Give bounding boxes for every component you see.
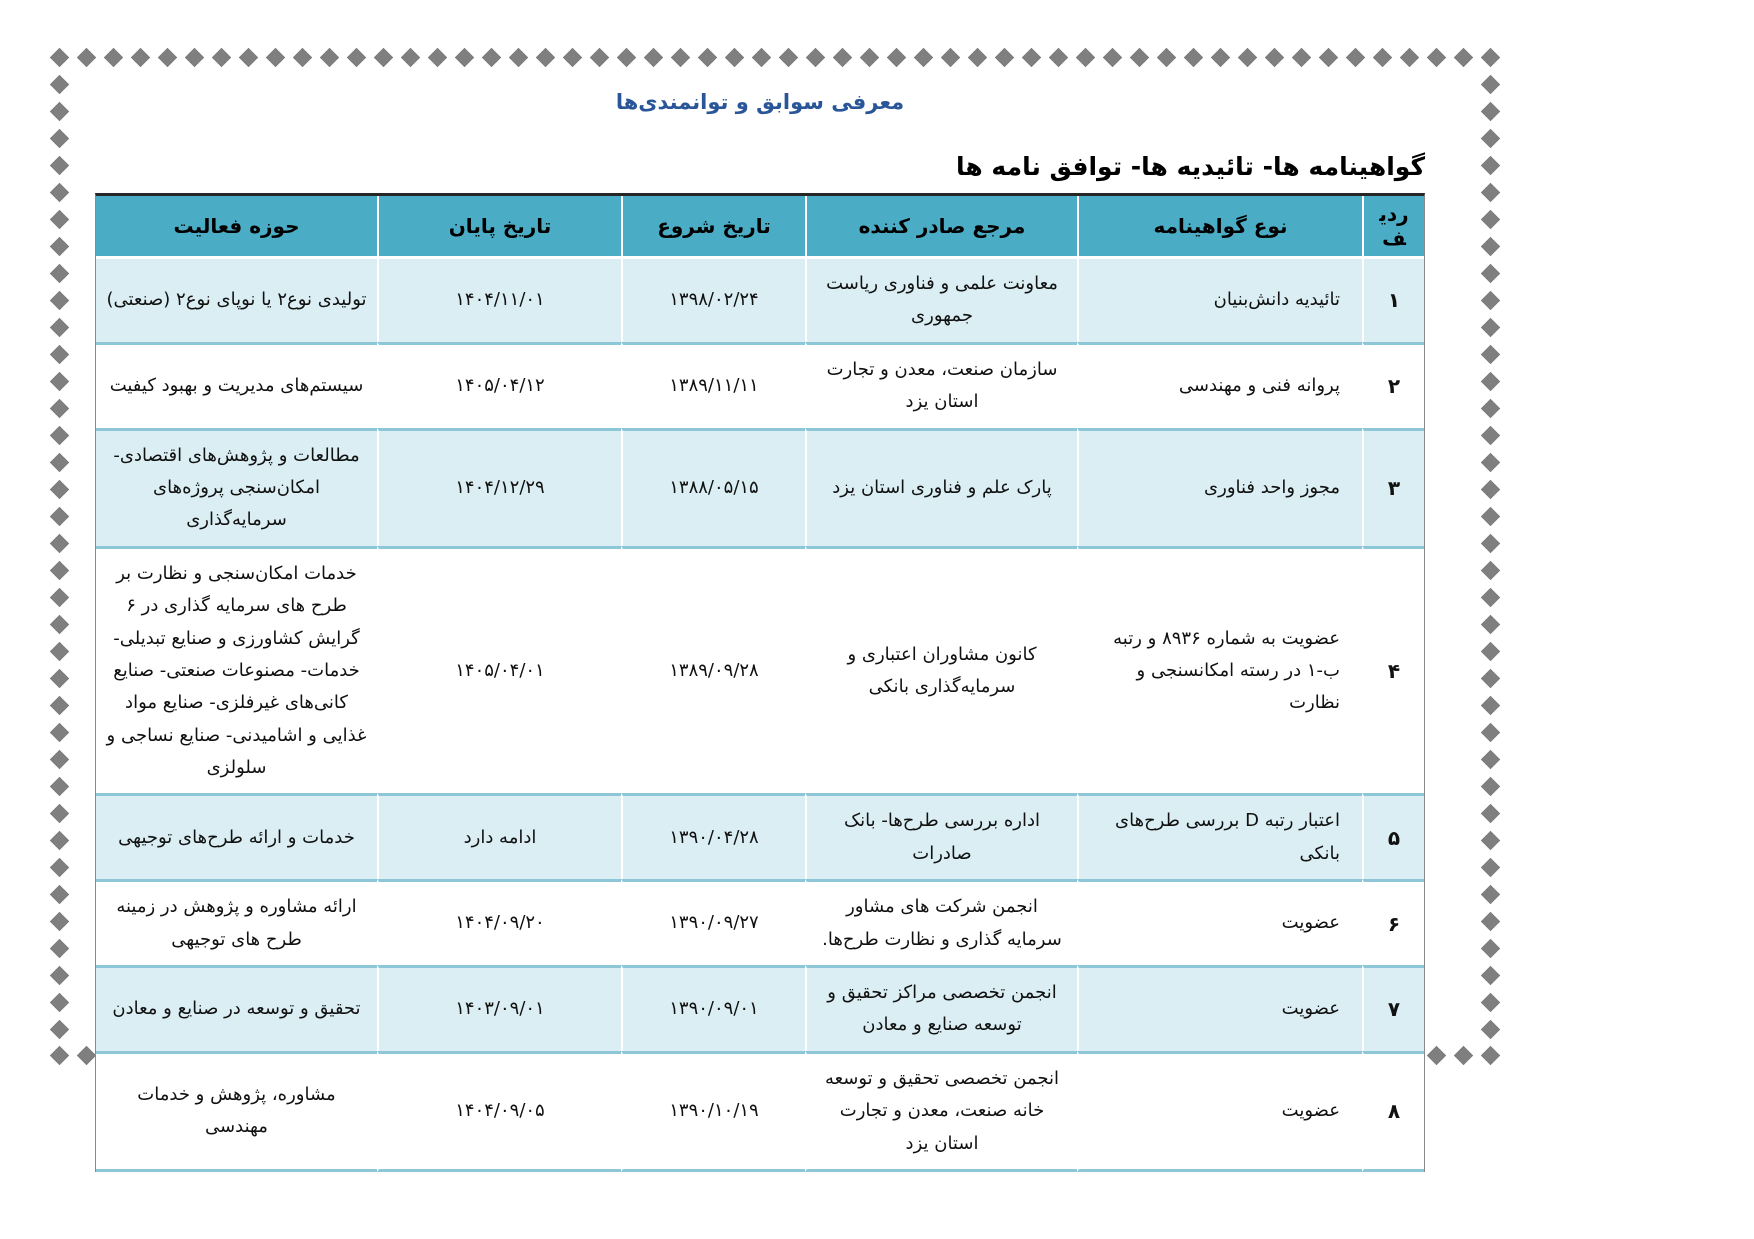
page-title: معرفی سوابق و توانمندی‌ها (615, 90, 905, 114)
column-header-field: حوزه فعالیت (96, 196, 377, 259)
cell-issuer: انجمن تخصصی تحقیق و توسعه خانه صنعت، معدن و تجارت استان یزد (805, 1051, 1077, 1172)
cell-type: تائیدیه دانش‌بنیان (1077, 259, 1362, 342)
certificates-table-wrap (95, 193, 1425, 1172)
diamond-border-right (1477, 71, 1504, 1042)
table-row (96, 428, 1424, 546)
column-header-issuer: مرجع صادر کننده (805, 196, 1077, 259)
cell-field: خدمات و ارائه طرح‌های توجیهی (96, 793, 377, 879)
cell-field: مطالعات و پژوهش‌های اقتصادی- امکان‌سنجی پروژه‌های سرمایه‌گذاری (96, 428, 377, 546)
cell-end: ۱۴۰۴/۱۱/۰۱ (377, 259, 621, 342)
cell-radif: ۵ (1362, 793, 1424, 879)
cell-radif: ۲ (1362, 342, 1424, 428)
diamond-border-left (46, 71, 73, 1042)
cell-field: تحقیق و توسعه در صنایع و معادن (96, 965, 377, 1051)
cell-field: تولیدی نوع۲ یا نوپای نوع۲ (صنعتی) (96, 259, 377, 342)
section-heading: گواهینامه ها- تائیدیه ها- توافق نامه ها (956, 152, 1425, 181)
table-header (96, 196, 1424, 259)
table-row (96, 546, 1424, 794)
table-header-row (96, 196, 1424, 259)
certificates-table (96, 196, 1424, 1172)
cell-end: ۱۴۰۵/۰۴/۱۲ (377, 342, 621, 428)
table-row (96, 965, 1424, 1051)
cell-type: مجوز واحد فناوری (1077, 428, 1362, 546)
column-header-start: تاریخ شروع (621, 196, 805, 259)
cell-issuer: معاونت علمی و فناوری ریاست جمهوری (805, 259, 1077, 342)
column-header-radif: ردیف (1362, 196, 1424, 259)
table-row (96, 342, 1424, 428)
cell-start: ۱۳۸۸/۰۵/۱۵ (621, 428, 805, 546)
table-row (96, 259, 1424, 342)
cell-field: سیستم‌های مدیریت و بهبود کیفیت (96, 342, 377, 428)
cell-issuer: انجمن تخصصی مراکز تحقیق و توسعه صنایع و معادن (805, 965, 1077, 1051)
cell-start: ۱۳۸۹/۰۹/۲۸ (621, 546, 805, 794)
cell-radif: ۷ (1362, 965, 1424, 1051)
cell-radif: ۱ (1362, 259, 1424, 342)
cell-end: ۱۴۰۴/۱۲/۲۹ (377, 428, 621, 546)
cell-issuer: انجمن شرکت های مشاور سرمایه گذاری و نظارت طرح‌ها. (805, 879, 1077, 965)
cell-type: عضویت (1077, 965, 1362, 1051)
table-row (96, 1051, 1424, 1172)
cell-issuer: سازمان صنعت، معدن و تجارت استان یزد (805, 342, 1077, 428)
column-header-end: تاریخ پایان (377, 196, 621, 259)
cell-end: ادامه دارد (377, 793, 621, 879)
cell-field: مشاوره، پژوهش و خدمات مهندسی (96, 1051, 377, 1172)
cell-end: ۱۴۰۵/۰۴/۰۱ (377, 546, 621, 794)
cell-field: ارائه مشاوره و پژوهش در زمینه طرح های توجیهی (96, 879, 377, 965)
cell-radif: ۴ (1362, 546, 1424, 794)
page-content (95, 60, 1425, 1172)
cell-start: ۱۳۹۰/۰۹/۲۷ (621, 879, 805, 965)
cell-start: ۱۳۹۰/۰۴/۲۸ (621, 793, 805, 879)
cell-end: ۱۴۰۳/۰۹/۰۱ (377, 965, 621, 1051)
cell-start: ۱۳۹۸/۰۲/۲۴ (621, 259, 805, 342)
cell-type: اعتبار رتبه D بررسی طرح‌های بانکی (1077, 793, 1362, 879)
cell-field: خدمات امکان‌سنجی و نظارت بر طرح های سرمایه گذاری در ۶ گرایش کشاورزی و صنایع تبدیلی- خدمات- مصنوعات صنعتی- صنایع کانی‌های غیرفلزی- صنایع مواد غذایی و اشامیدنی- صنایع نساجی و سلولزی (96, 546, 377, 794)
cell-issuer: کانون مشاوران اعتباری و سرمایه‌گذاری بانکی (805, 546, 1077, 794)
cell-type: عضویت (1077, 1051, 1362, 1172)
cell-start: ۱۳۹۰/۰۹/۰۱ (621, 965, 805, 1051)
cell-end: ۱۴۰۴/۰۹/۰۵ (377, 1051, 621, 1172)
cell-start: ۱۳۹۰/۱۰/۱۹ (621, 1051, 805, 1172)
table-row (96, 879, 1424, 965)
column-header-type: نوع گواهینامه (1077, 196, 1362, 259)
table-row (96, 793, 1424, 879)
cell-radif: ۶ (1362, 879, 1424, 965)
cell-type: عضویت (1077, 879, 1362, 965)
cell-radif: ۳ (1362, 428, 1424, 546)
cell-end: ۱۴۰۴/۰۹/۲۰ (377, 879, 621, 965)
cell-type: پروانه فنی و مهندسی (1077, 342, 1362, 428)
cell-issuer: پارک علم و فناوری استان یزد (805, 428, 1077, 546)
cell-radif: ۸ (1362, 1051, 1424, 1172)
cell-type: عضویت به شماره ۸۹۳۶ و رتبه ب-۱ در رسته امکانسنجی و نظارت (1077, 546, 1362, 794)
table-body (96, 259, 1424, 1172)
cell-start: ۱۳۸۹/۱۱/۱۱ (621, 342, 805, 428)
cell-issuer: اداره بررسی طرح‌ها- بانک صادرات (805, 793, 1077, 879)
